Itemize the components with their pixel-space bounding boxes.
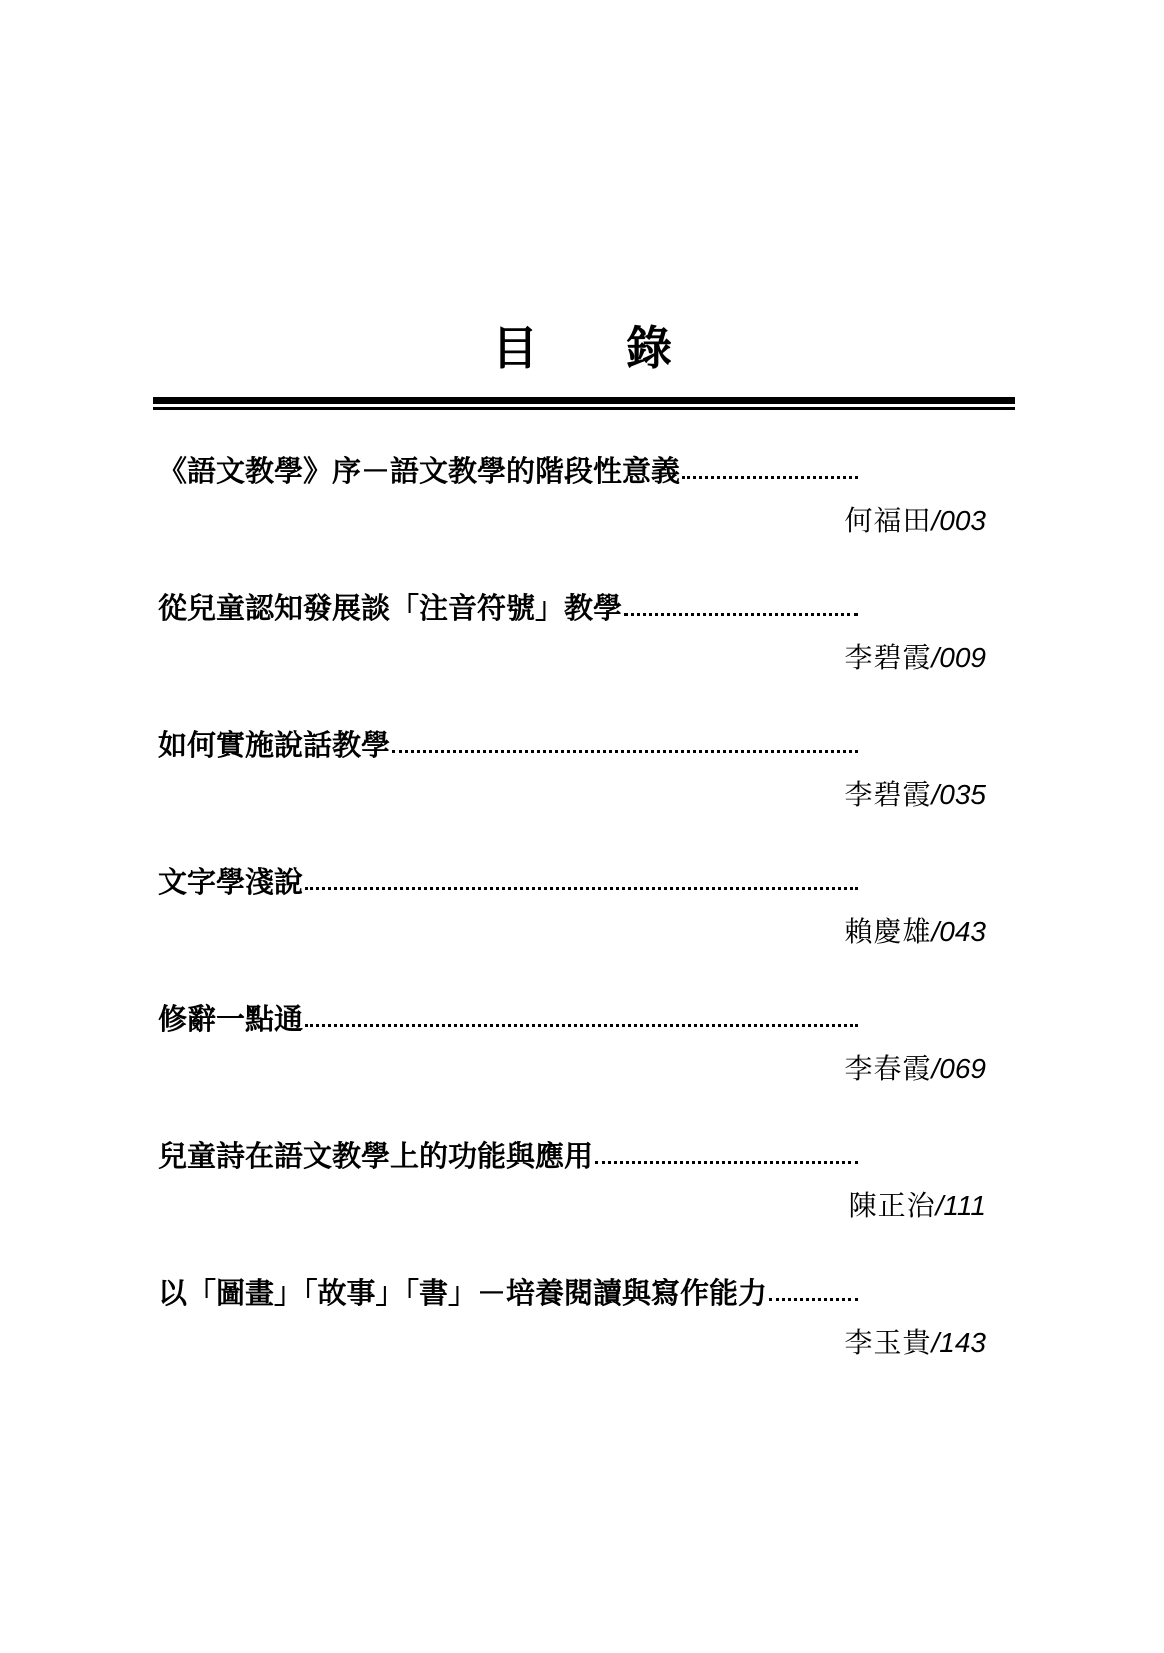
toc-entry[interactable] [158,1269,988,1406]
page-title: 目錄 [492,321,760,375]
toc-entry-title-line [158,1269,858,1317]
dot-leader [305,1024,858,1027]
toc-entry[interactable] [158,995,988,1132]
toc-entry-author: 陳正治 [848,1189,936,1222]
dot-leader [392,750,858,753]
toc-entry-page-number: /003 [931,505,986,536]
toc-entry-page-number: /043 [931,916,986,947]
toc-entry-title: 修辭一點通 [158,1002,304,1036]
dot-leader [305,887,858,890]
toc-entry-title-line [158,858,858,906]
toc-entry-page-number: /143 [931,1327,986,1358]
toc-entry-page-number: /111 [935,1190,986,1221]
toc-entry-byline [844,1049,986,1089]
toc-entry-title-line [158,447,858,495]
toc-entry-author: 賴慶雄 [844,915,932,948]
title-divider [153,397,1015,412]
table-of-contents [158,447,988,1406]
toc-entry-author: 李碧霞 [844,641,932,674]
toc-entry-title: 《語文教學》序－語文教學的階段性意義 [158,454,681,488]
dot-leader [769,1298,858,1301]
toc-entry-author: 何福田 [844,504,932,537]
toc-entry-author: 李碧霞 [844,778,932,811]
dot-leader [682,476,858,479]
toc-entry-title: 文字學淺說 [158,865,304,899]
toc-entry-page-number: /069 [931,1053,986,1084]
toc-entry-byline [844,912,986,952]
toc-entry[interactable] [158,858,988,995]
dot-leader [595,1161,858,1164]
toc-entry-byline [844,501,986,541]
title-divider-thick-line [153,397,1015,404]
toc-entry-title: 從兒童認知發展談「注音符號」教學 [158,591,623,625]
toc-entry-page-number: /009 [931,642,986,673]
toc-entry-title: 如何實施說話教學 [158,728,391,762]
toc-entry[interactable] [158,447,988,584]
toc-entry-title-line [158,721,858,769]
toc-entry-author: 李春霞 [844,1052,932,1085]
toc-entry-title-line [158,584,858,632]
toc-entry[interactable] [158,1132,988,1269]
toc-entry-title-line [158,1132,858,1180]
toc-entry-author: 李玉貴 [844,1326,932,1359]
dot-leader [624,613,858,616]
toc-entry[interactable] [158,584,988,721]
toc-entry-byline [849,1186,986,1226]
toc-entry-byline [844,638,986,678]
toc-entry-title-line [158,995,858,1043]
toc-entry-byline [844,1323,986,1363]
toc-entry-title: 以「圖畫」「故事」「書」－培養閱讀與寫作能力 [158,1276,768,1310]
title-divider-thin-line [153,407,1015,410]
toc-entry-byline [844,775,986,815]
toc-entry[interactable] [158,721,988,858]
toc-entry-title: 兒童詩在語文教學上的功能與應用 [158,1139,594,1173]
toc-entry-page-number: /035 [931,779,986,810]
